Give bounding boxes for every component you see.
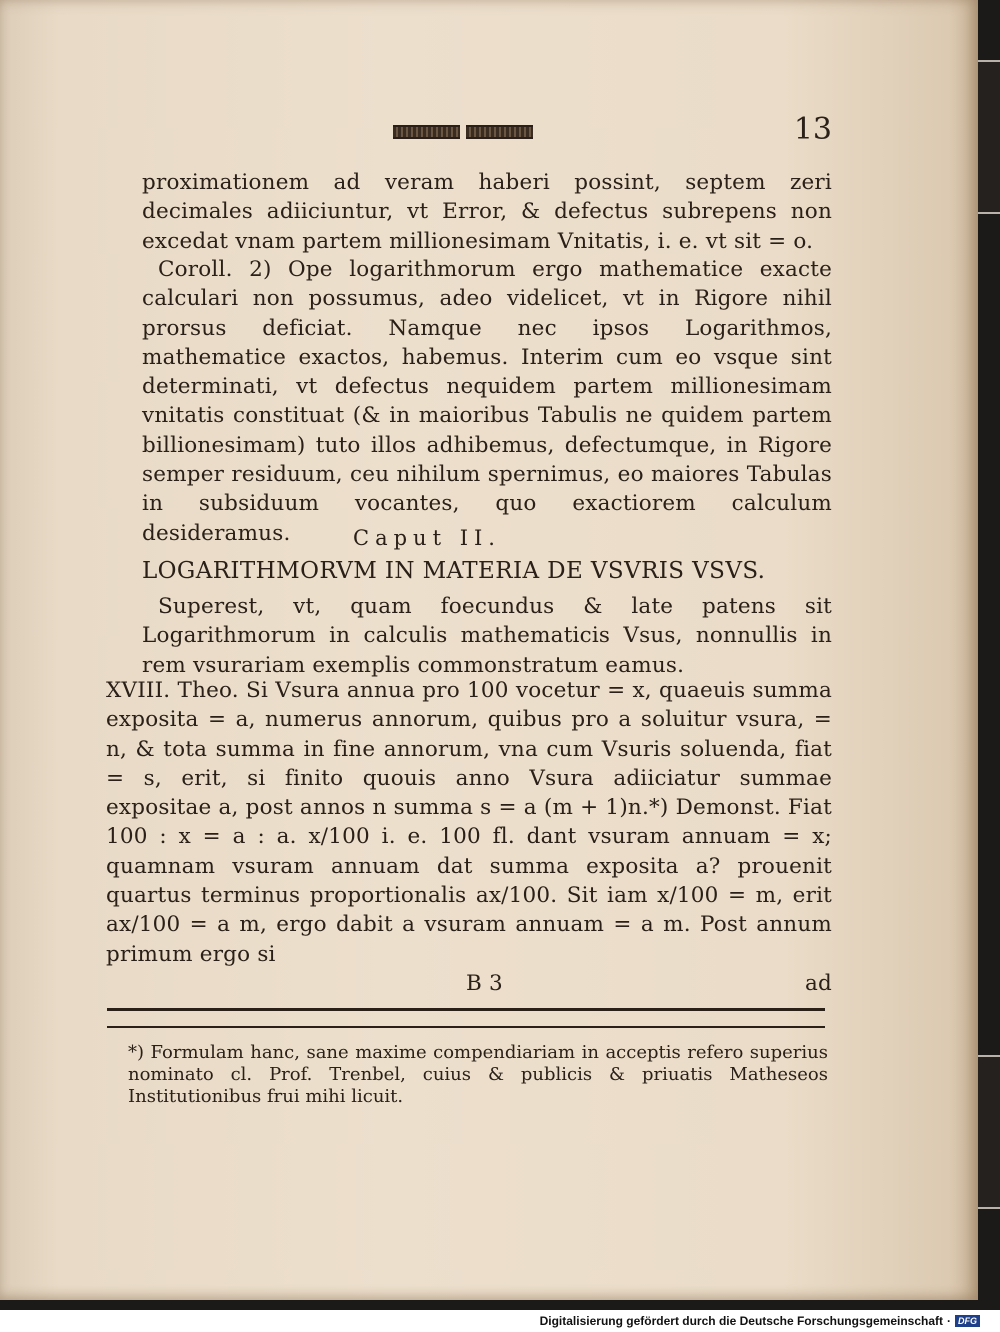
theorem-text: XVIII. Theo. Si Vsura annua pro 100 vocetur = x, quaeuis summa exposita = a, numerus annorum, quibus pro a soluitur vsura, = n, & tota summa in fine annorum, vna cum Vsuris soluenda, fiat = s, erit, si finito quouis anno Vsura adiiciatur summae expositae a, post annos n summa s = a (m + 1)n.*) Demonst. Fiat 100 : x = a : a. x/100 i. e. 100 fl. dant vsuram annuam = x; quamnam vsuram annuam dat summa exposita a? prouenit quartus terminus proportionalis ax/100. Sit iam x/100 = m, erit ax/100 = a m, ergo dabit a vsuram annuam = a m. Post annum primum ergo si xyxy=(106,678,832,967)
chapter-title: LOGARITHMORVM IN MATERIA DE VSVRIS VSVS. xyxy=(142,558,766,584)
dfg-logo: DFG xyxy=(955,1315,980,1327)
paragraph-intro: Superest, vt, quam foecundus & late patens sit Logarithmorum in calculis mathematicis Vsus, nonnullis in rem vsurariam exemplis commonstratum eamus. xyxy=(142,594,832,678)
catchword: ad xyxy=(805,970,832,996)
paragraph-1: proximationem ad veram haberi possint, septem zeri decimales adiiciuntur, vt Error, & defectus subrepens non excedat vnam partem millionesimam Vnitatis, i. e. vt sit = o. xyxy=(142,170,832,254)
chapter-heading: Caput II. xyxy=(353,526,501,550)
footnote-rule-bottom xyxy=(107,1026,825,1028)
footnote: *) Formulam hanc, sane maxime compendiariam in acceptis refero superius nominato cl. Prof. Trenbel, cuius & publicis & priuatis Matheseos Institutionibus frui mihi licuit. xyxy=(128,1042,828,1107)
funding-credit: Digitalisierung gefördert durch die Deutsche Forschungsgemeinschaft · DFG xyxy=(540,1314,980,1328)
page-number: 13 xyxy=(793,112,832,147)
paragraph-corollary: Coroll. 2) Ope logarithmorum ergo mathematice exacte calculari non possumus, adeo videlicet, vt in Rigore nihil prorsus deficiat. Namque nec ipsos Logarithmos, mathematice exactos, habemus. Interim cum eo vsque sint determinati, vt defectus nequidem partem millionesimam vnitatis constituat (& in maioribus Tabulis ne quidem partem billionesimam) tuto illos adhibemus, defectumque, in Rigore semper residuum, ceu nihilum spernimus, eo maiores Tabulas in subsiduum vocantes, quo exactiorem calculum desideramus. xyxy=(142,257,832,546)
paragraph-theorem xyxy=(106,676,832,998)
credit-text: Digitalisierung gefördert durch die Deutsche Forschungsgemeinschaft xyxy=(539,1314,943,1328)
header-ornament xyxy=(393,125,533,139)
signature-mark: B 3 xyxy=(466,970,503,996)
footnote-rule-top xyxy=(107,1008,825,1011)
